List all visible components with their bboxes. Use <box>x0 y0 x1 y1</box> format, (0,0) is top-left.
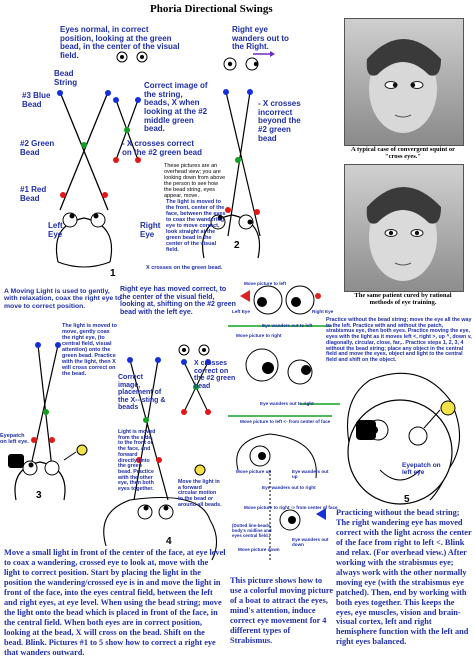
eyepatch-note-5: Eyepatch on left eye <box>402 462 441 477</box>
panel-number-3: 3 <box>36 490 42 501</box>
boat-move-left: Move picture to left <box>244 281 287 286</box>
boat-wanders-left: Eye wanders out to left <box>262 323 313 328</box>
x-crosses-correct-4: X crosses correct on the #2 green bead <box>194 360 236 390</box>
light-icon <box>77 445 87 455</box>
move-light-circular: Move the light in a forward circular motion to the bead or around all beads. <box>178 479 222 508</box>
boat-move-right: Move picture to right <box>236 333 282 338</box>
panel-number-2: 2 <box>234 240 240 251</box>
photo-caption-1: A typical case of convergent squint or "cross eyes." <box>351 146 455 161</box>
right-eye-label: Right Eye <box>140 221 161 239</box>
photo-after <box>344 164 464 292</box>
panel5-drawing <box>300 373 460 504</box>
light-icon <box>441 401 455 415</box>
boat-eye-wanders-right: Eye wanders out to right <box>262 485 316 490</box>
eyepatch-icon <box>356 420 376 440</box>
photo-before <box>344 18 464 146</box>
left-eye-label: Left Eye <box>48 221 63 239</box>
panel1-bead-string <box>57 90 111 210</box>
bead1-label: #1 Red Bead <box>20 185 47 203</box>
x-crosses-incorrect: - X crosses incorrect beyond the #2 green bead <box>258 99 301 143</box>
light-moved-note: The light is moved to the front, center of the face, between the eyes to coax the wandering eye to move correct, look straight at the green bead in the center of the visual field. <box>166 199 226 253</box>
panel-number-5: 5 <box>404 494 410 505</box>
bead2-label: #2 Green Bead <box>20 139 55 157</box>
moved-correct-text: Right eye has moved correct, to the center of the visual field, looking at, shifting on the #2 green bead with the left eye. <box>120 286 236 316</box>
boat-dotted-note: (Dotted line-beads, body's midline and eyes central field.) <box>232 523 272 538</box>
boat-left-eye: Left Eye <box>232 309 250 314</box>
panel-number-4: 4 <box>166 536 172 547</box>
right-eye-wanders: Right eye wanders out to the Right. <box>232 25 289 52</box>
correct-image-text: Correct image of the string, beads, X when looking at the #2 middle green bead. <box>144 81 208 134</box>
x-crosses-correct: - X crosses correct on the #2 green bead <box>122 139 203 157</box>
panel-number-1: 1 <box>110 268 116 279</box>
boat-wanders-up: Eye wanders out up <box>292 469 329 479</box>
x-crosses-green: X crosses on the green bead. <box>146 265 223 271</box>
panel1-intro: Eyes normal, in correct position, looking at the green bead, in the center of the visual field. <box>60 25 180 60</box>
bottom-right-text: Practicing without the bead string; The right wandering eye has moved correct with the light across the center of the face from right to left <. Blink and relax. (For overhead view.) After working with the strabismus eye; always work with the other normally moving eye (with the strabismus eye patched). Then, end by working with both eyes together. This keeps the eyes, eye muscles, vision and brain-visual cortex, left and right hemisphere function with the left and right eyes balanced. <box>336 508 472 647</box>
boat-right-eye: Right Eye <box>312 309 334 314</box>
bead-string-label: Bead String <box>54 69 78 87</box>
light-icon <box>195 465 205 475</box>
blue-bead <box>105 90 111 96</box>
overhead-note: These pictures are an overhead view; you are looking down from above the person to see how the bead string, eyes appear, move. <box>164 163 226 199</box>
bottom-left-text: Move a small light in front of the center of the face, at eye level to coax a wandering, crossed eye to look at, move with the light to correct position. Start by placing the light in the position the wandering/crossed eye is in and move the light in front of the face, into the eyes central field, between the left and right eyes, at eye level. When using the bead string; move the light onto the bead which is placed in front of the face, in the central field. When both eyes are in correct position, looking at the bead, X will cross on the bead. Shift on the bead. Blink. Pictures #1 to 5 show how to correct a right eye that wanders outward. <box>4 548 226 657</box>
page-title: Phoria Directional Swings <box>150 3 273 15</box>
practice-note: Practice without the bead string; move the eye all the way to the left. Practice with and without the patch, strabismus eye, then both eyes. Practice moving the eye, eyes with the light as it moves left <, right >, up ^, down v, diagonally, circular, close, far,.. Practice steps 1, 2, 3, 4 without the bead string; place any object in the central field and move the eyes, object and light to the central field and shift on the object. <box>326 317 472 364</box>
red-bead <box>60 192 66 198</box>
boat-wanders-right: Eye wanders out to right <box>260 401 314 406</box>
boat-move-left-center: Move picture to left <- from center of face <box>240 419 331 424</box>
red-bead <box>102 192 108 198</box>
eyepatch-note-3: Eyepatch on left eye. <box>0 433 29 445</box>
correct-image-4: Correct image, placement of the X-- sting & beads <box>118 374 166 412</box>
boat-move-up: Move picture up <box>236 469 272 474</box>
boat-wanders-down: Eye wanders out down <box>292 537 329 547</box>
light-moved-4: Light is moved from the side, to the front of the face, and forward directly onto the green bead. Practice with the other eye, then both eyes together. <box>118 429 156 493</box>
boat-move-right-center: Move picture to right -> from center of face <box>244 505 338 510</box>
light-text: The light is moved to move, gently coax the right eye, (to central field, visual attention) onto the green bead. Practice with the light, then X will cross correct on the bead. <box>62 323 118 377</box>
green-bead <box>81 142 87 148</box>
eyepatch-icon <box>8 454 24 468</box>
boat-move-down: Move picture down <box>238 547 280 552</box>
bottom-middle-text: This picture shows how to use a colorful moving picture of a boat to attract the eyes, mind's attention, induce correct eye movement for 4 different types of Strabismus. <box>230 576 334 645</box>
moving-light-intro: A Moving Light is used to gently, with relaxation, coax the right eye to move to correct position. <box>4 288 122 310</box>
bead3-label: #3 Blue Bead <box>22 91 51 109</box>
photo-caption-2: The same patient cured by rational methods of eye training. <box>354 292 452 307</box>
